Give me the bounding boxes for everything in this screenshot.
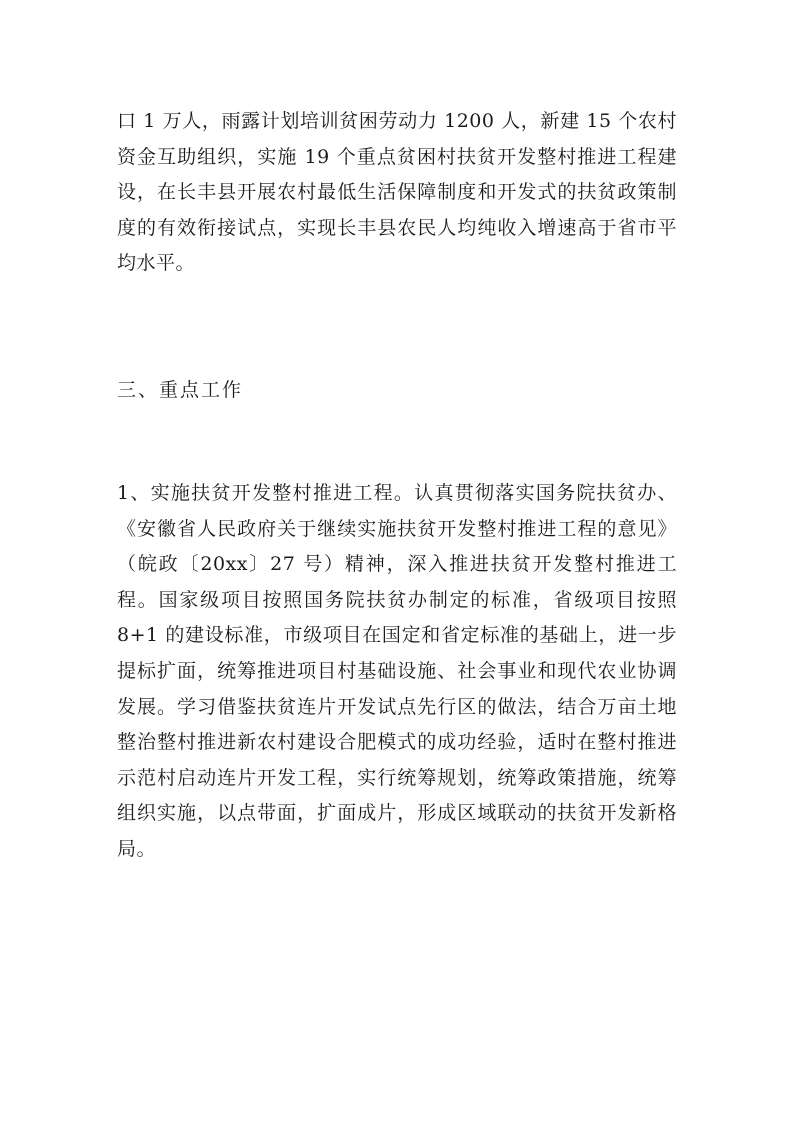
- item-1-paragraph: 1、实施扶贫开发整村推进工程。认真贯彻落实国务院扶贫办、《安徽省人民政府关于继续实施扶贫开发整村推进工程的意见》（皖政〔20xx〕27 号）精神，深入推进扶贫开发整村推进工程。国家级项目按照国务院扶贫办制定的标准，省级项目按照 8+1 的建设标准，市级项目在国定和省定标准的基础上，进一步提标扩面，统筹推进项目村基础设施、社会事业和现代农业协调发展。学习借鉴扶贫连片开发试点先行区的做法，结合万亩土地整治整村推进新农村建设合肥模式的成功经验，适时在整村推进示范村启动连片开发工程，实行统筹规划，统筹政策措施，统筹组织实施，以点带面，扩面成片，形成区域联动的扶贫开发新格局。: [117, 482, 677, 860]
- intro-paragraph: 口 1 万人，雨露计划培训贫困劳动力 1200 人，新建 15 个农村资金互助组织，实施 19 个重点贫困村扶贫开发整村推进工程建设，在长丰县开展农村最低生活保障制度和开发式的扶贫政策制度的有效衔接试点，实现长丰县农民人均纯收入增速高于省市平均水平。: [117, 110, 677, 275]
- section-heading: 三、重点工作: [117, 379, 244, 401]
